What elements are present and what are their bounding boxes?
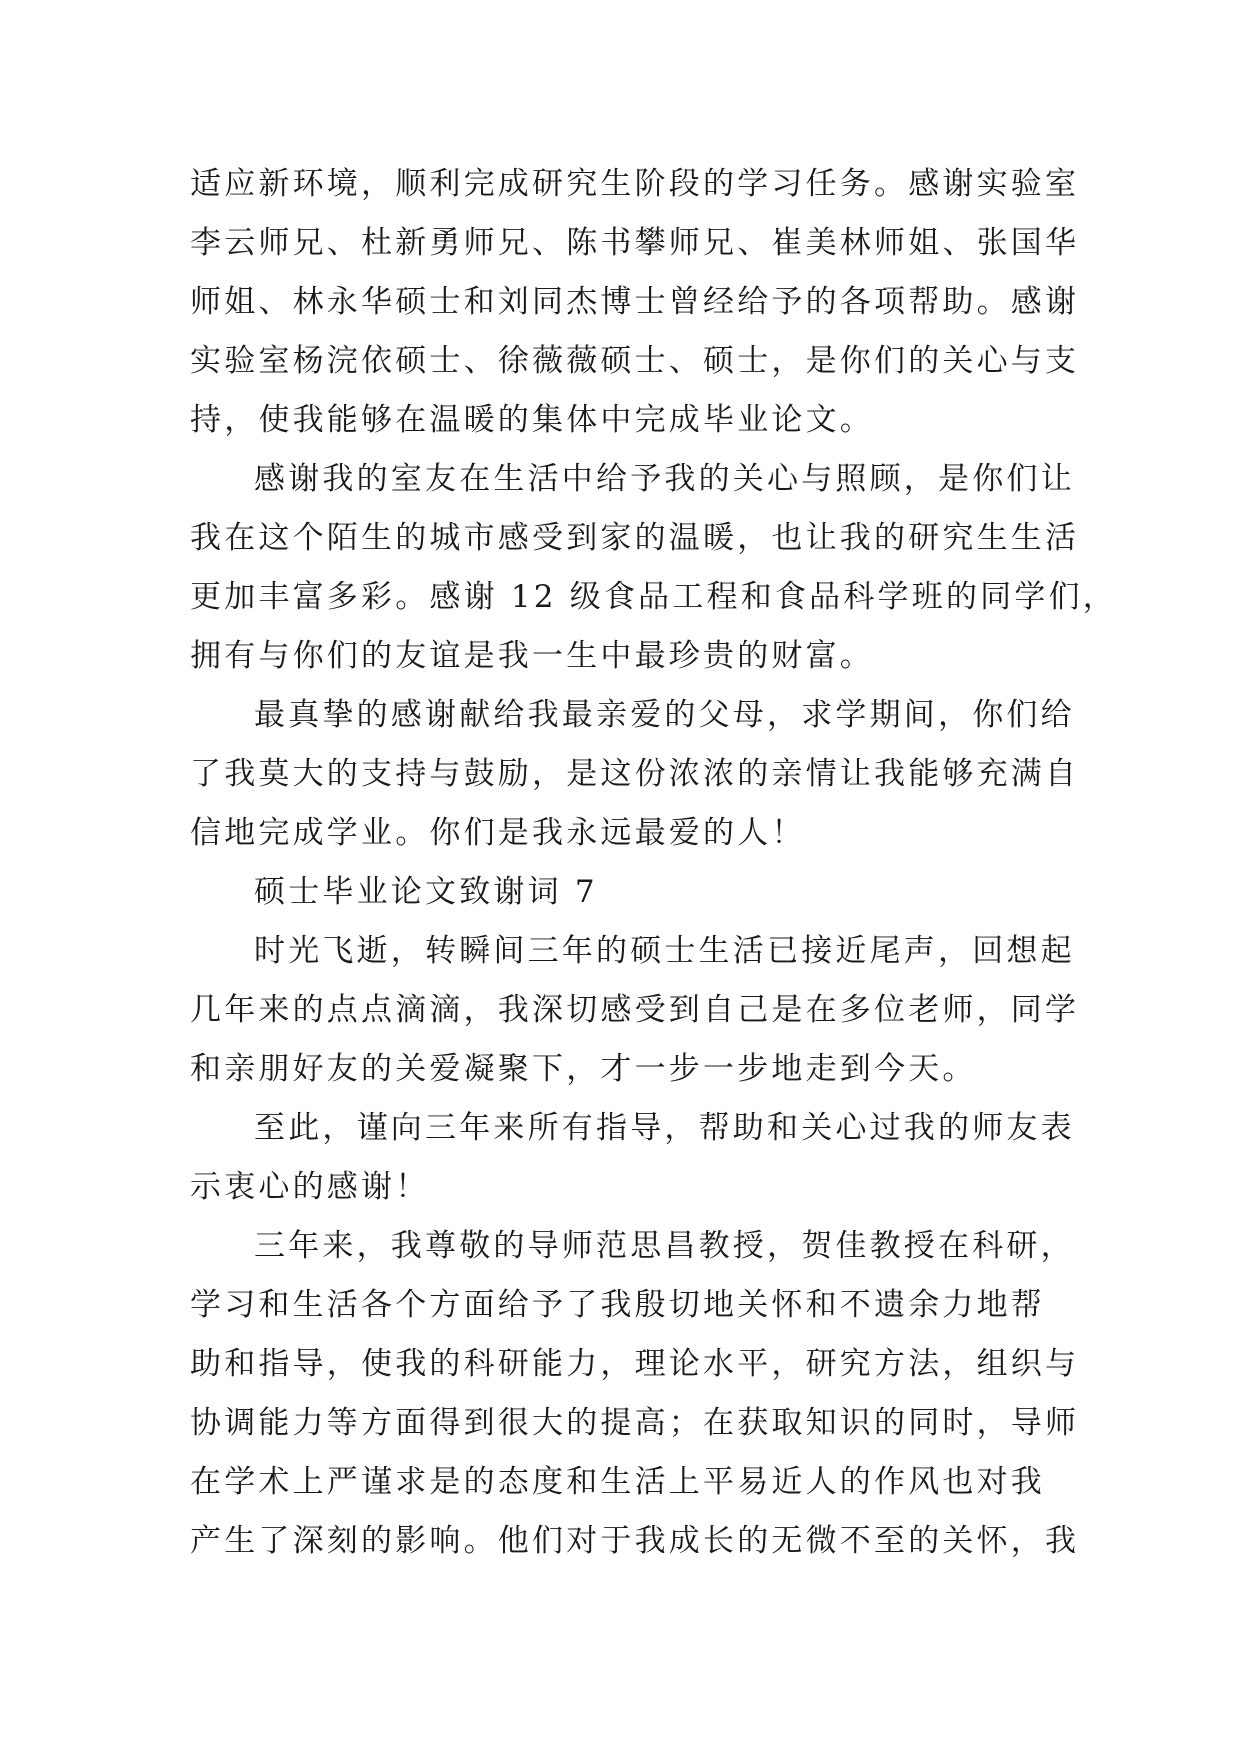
text-line: 李云师兄、杜新勇师兄、陈书攀师兄、崔美林师姐、张国华 bbox=[190, 225, 1080, 261]
paragraph-6 bbox=[190, 1217, 1080, 1571]
paragraph-4 bbox=[190, 922, 1080, 1099]
text-line: 信地完成学业。你们是我永远最爱的人！ bbox=[190, 815, 806, 851]
text-line: 了我莫大的支持与鼓励，是这份浓浓的亲情让我能够充满自 bbox=[190, 756, 1080, 792]
text-line: 适应新环境，顺利完成研究生阶段的学习任务。感谢实验室 bbox=[190, 166, 1080, 202]
paragraph-3 bbox=[190, 686, 1080, 863]
text-line: 协调能力等方面得到很大的提高；在获取知识的同时，导师 bbox=[190, 1405, 1080, 1441]
text-line: 我在这个陌生的城市感受到家的温暖，也让我的研究生生活 bbox=[190, 520, 1080, 556]
paragraph-5 bbox=[190, 1099, 1075, 1217]
text-line: 实验室杨浣依硕士、徐薇薇硕士、硕士，是你们的关心与支 bbox=[190, 343, 1080, 379]
text-line: 在学术上严谨求是的态度和生活上平易近人的作风也对我 bbox=[190, 1464, 1045, 1500]
text-line: 几年来的点点滴滴，我深切感受到自己是在多位老师，同学 bbox=[190, 992, 1080, 1028]
text-line: 示衷心的感谢！ bbox=[190, 1169, 430, 1205]
paragraph-1 bbox=[190, 155, 1080, 450]
text-line: 时光飞逝，转瞬间三年的硕士生活已接近尾声，回想起 bbox=[254, 933, 1075, 969]
text-line: 更加丰富多彩。感谢 12 级食品工程和食品科学班的同学们， bbox=[190, 579, 1117, 615]
text-line: 最真挚的感谢献给我最亲爱的父母，求学期间，你们给 bbox=[254, 697, 1075, 733]
text-line: 拥有与你们的友谊是我一生中最珍贵的财富。 bbox=[190, 638, 874, 674]
text-line: 师姐、林永华硕士和刘同杰博士曾经给予的各项帮助。感谢 bbox=[190, 284, 1080, 320]
text-line: 感谢我的室友在生活中给予我的关心与照顾，是你们让 bbox=[254, 461, 1075, 497]
text-line: 助和指导，使我的科研能力，理论水平，研究方法，组织与 bbox=[190, 1346, 1080, 1382]
text-line: 学习和生活各个方面给予了我殷切地关怀和不遗余力地帮 bbox=[190, 1287, 1045, 1323]
text-line: 持，使我能够在温暖的集体中完成毕业论文。 bbox=[190, 402, 874, 438]
section-heading: 硕士毕业论文致谢词 7 bbox=[254, 874, 598, 910]
text-line: 和亲朋好友的关爱凝聚下，才一步一步地走到今天。 bbox=[190, 1051, 977, 1087]
document-body bbox=[190, 155, 1117, 1571]
text-line: 三年来，我尊敬的导师范思昌教授，贺佳教授在科研， bbox=[254, 1228, 1075, 1264]
text-line: 产生了深刻的影响。他们对于我成长的无微不至的关怀，我 bbox=[190, 1523, 1080, 1559]
paragraph-2 bbox=[190, 450, 1117, 686]
text-line: 至此，谨向三年来所有指导，帮助和关心过我的师友表 bbox=[254, 1110, 1075, 1146]
